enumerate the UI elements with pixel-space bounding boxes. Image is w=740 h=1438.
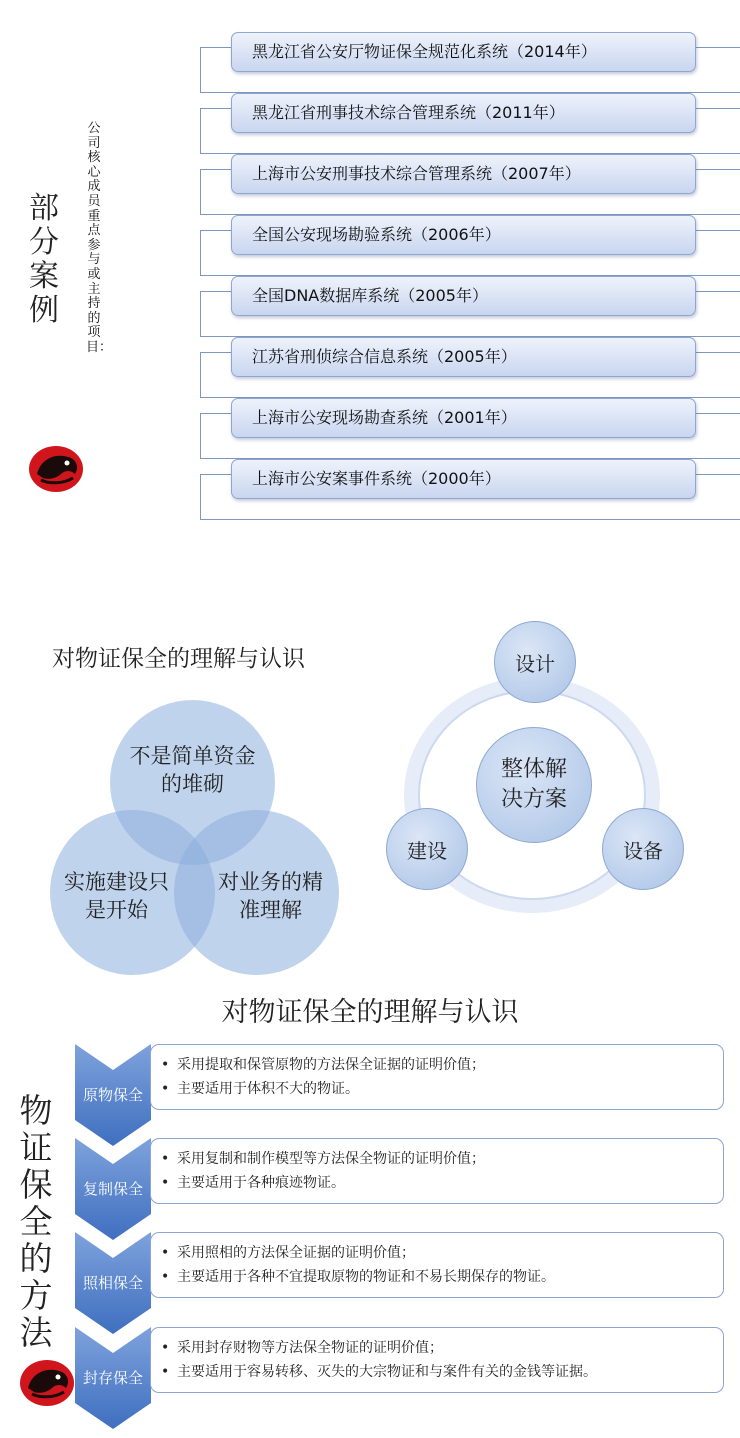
case-item: 黑龙江省公安厅物证保全规范化系统（2014年） (231, 32, 696, 72)
case-item: 上海市公安刑事技术综合管理系统（2007年） (231, 154, 696, 194)
cases-subtitle: 公司核心成员重点参与或主持的项目： (86, 121, 113, 355)
method-line (161, 1360, 723, 1384)
method-line (161, 1171, 723, 1195)
method-line-text: 主要适用于容易转移、灭失的大宗物证和与案件有关的金钱等证据。 (177, 1364, 597, 1380)
method-line (161, 1147, 723, 1171)
method-line-text: 主要适用于体积不大的物证。 (177, 1081, 359, 1097)
method-line (161, 1336, 723, 1360)
case-item: 上海市公安案事件系统（2000年） (231, 459, 696, 499)
cycle-node-design-label: 设计 (515, 651, 555, 676)
method-line-text: 采用封存财物等方法保全物证的证明价值； (177, 1340, 443, 1356)
cycle-node-equipment (602, 808, 684, 890)
method-label: 封存保全 (82, 1369, 143, 1387)
method-line (161, 1077, 723, 1101)
method-line (161, 1053, 723, 1077)
bullet-icon: • (161, 1245, 170, 1261)
cycle-center (476, 727, 592, 843)
case-item: 全国公安现场勘验系统（2006年） (231, 215, 696, 255)
bullet-icon: • (161, 1057, 170, 1073)
bullet-icon: • (161, 1151, 170, 1167)
method-line-text: 主要适用于各种不宜提取原物的物证和不易长期保存的物证。 (177, 1269, 555, 1285)
cycle-node-construction (386, 808, 468, 890)
cases-title: 部分案例 (29, 191, 59, 328)
method-line-text: 采用提取和保管原物的方法保全证据的证明价值； (177, 1057, 485, 1073)
case-item: 全国DNA数据库系统（2005年） (231, 276, 696, 316)
cycle-node-design (494, 621, 576, 703)
method-description-box (150, 1138, 724, 1204)
method-label: 原物保全 (82, 1086, 143, 1104)
cycle-center-label: 整体解决方案 (500, 757, 567, 812)
methods-title: 物证保全的方法 (19, 1091, 53, 1352)
bullet-icon: • (161, 1175, 170, 1191)
bullet-icon: • (161, 1269, 170, 1285)
method-line-text: 主要适用于各种痕迹物证。 (177, 1175, 345, 1191)
method-line (161, 1265, 723, 1289)
method-description-box (150, 1327, 724, 1393)
method-description-box (150, 1232, 724, 1298)
method-label: 复制保全 (82, 1180, 143, 1198)
method-line (161, 1241, 723, 1265)
logo-icon (27, 444, 85, 494)
bullet-icon: • (161, 1340, 170, 1356)
methods-heading: 对物证保全的理解与认识 (221, 997, 519, 1028)
bullet-icon: • (161, 1081, 170, 1097)
venn-text-right: 对业务的精准理解 (218, 870, 323, 922)
case-item: 上海市公安现场勘查系统（2001年） (231, 398, 696, 438)
cycle-node-equipment-label: 设备 (623, 838, 663, 863)
case-item: 黑龙江省刑事技术综合管理系统（2011年） (231, 93, 696, 133)
logo-icon (18, 1358, 76, 1408)
method-line-text: 采用复制和制作模型等方法保全物证的证明价值； (177, 1151, 485, 1167)
cycle-node-construction-label: 建设 (407, 838, 447, 863)
understanding-heading: 对物证保全的理解与认识 (52, 646, 305, 672)
venn-text-left: 实施建设只是开始 (64, 870, 169, 922)
method-label: 照相保全 (82, 1274, 143, 1292)
method-description-box (150, 1044, 724, 1110)
venn-text-top: 不是简单资金的堆砌 (129, 744, 256, 796)
method-line-text: 采用照相的方法保全证据的证明价值； (177, 1245, 415, 1261)
bullet-icon: • (161, 1364, 170, 1380)
case-item: 江苏省刑侦综合信息系统（2005年） (231, 337, 696, 377)
